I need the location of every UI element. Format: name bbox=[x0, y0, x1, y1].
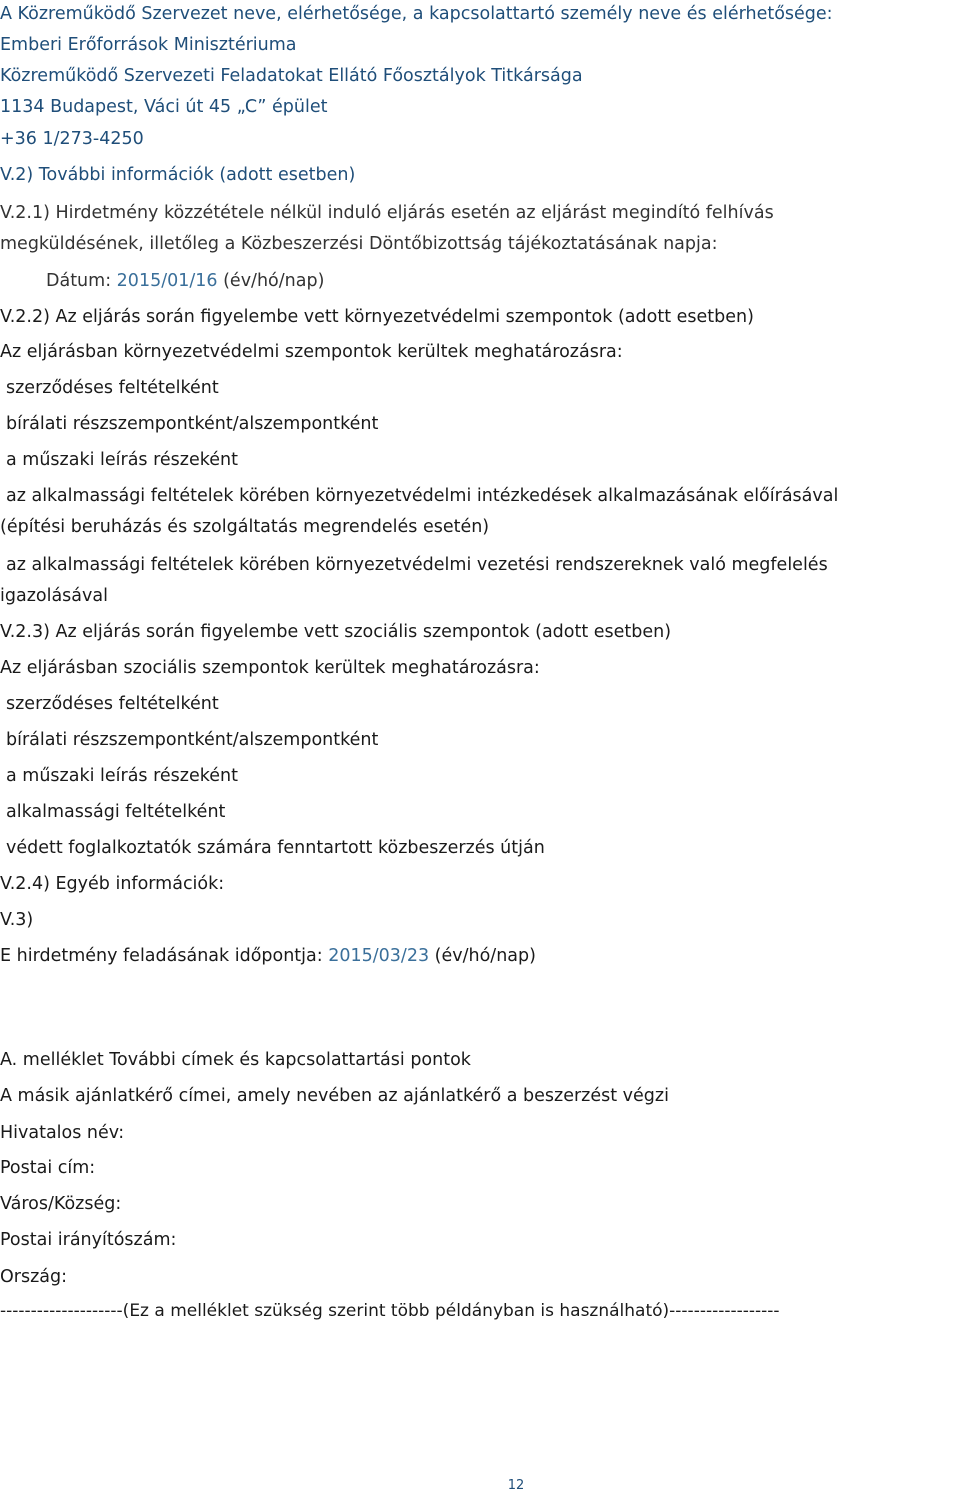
v22-item: bírálati részszempontként/alszempontként bbox=[6, 414, 379, 434]
v22-item: a műszaki leírás részeként bbox=[6, 450, 238, 470]
date-value: 2015/01/16 bbox=[116, 271, 218, 291]
v21-text-line2: megküldésének, illetőleg a Közbeszerzési Döntőbizottság tájékoztatásának napja: bbox=[0, 234, 718, 254]
contact-address: 1134 Budapest, Váci út 45 „C” épület bbox=[0, 97, 328, 117]
section-v2-heading: V.2) További információk (adott esetben) bbox=[0, 165, 356, 185]
v23-item: bírálati részszempontként/alszempontként bbox=[6, 730, 379, 750]
annex-separator: --------------------(Ez a melléklet szükség szerint több példányban is használható)------------------ bbox=[0, 1301, 780, 1321]
sent-date-format: (év/hó/nap) bbox=[429, 946, 536, 966]
v22-heading: V.2.2) Az eljárás során figyelembe vett környezetvédelmi szempontok (adott esetben) bbox=[0, 307, 754, 327]
date-label: Dátum: bbox=[46, 271, 117, 291]
v3-sent-row bbox=[0, 944, 536, 968]
date-format: (év/hó/nap) bbox=[217, 271, 325, 291]
sent-label: E hirdetmény feladásának időpontja: bbox=[0, 946, 329, 966]
contact-org: Emberi Erőforrások Minisztériuma bbox=[0, 35, 297, 55]
annex-subtitle: A másik ajánlatkérő címei, amely nevében az ajánlatkérő a beszerzést végzi bbox=[0, 1086, 669, 1106]
v23-item: védett foglalkoztatók számára fenntartott közbeszerzés útján bbox=[6, 838, 545, 858]
v23-item: alkalmassági feltételként bbox=[6, 802, 226, 822]
v3-label: V.3) bbox=[0, 910, 34, 930]
annex-title: A. melléklet További címek és kapcsolattartási pontok bbox=[0, 1050, 471, 1070]
v22-item: az alkalmassági feltételek körében környezetvédelmi intézkedések alkalmazásának előírásával bbox=[6, 486, 839, 506]
annex-field-address: Postai cím: bbox=[0, 1158, 96, 1178]
contact-unit: Közreműködő Szervezeti Feladatokat Ellátó Főosztályok Titkársága bbox=[0, 66, 583, 86]
v23-heading: V.2.3) Az eljárás során figyelembe vett szociális szempontok (adott esetben) bbox=[0, 622, 672, 642]
v22-item: szerződéses feltételként bbox=[6, 378, 219, 398]
v22-intro: Az eljárásban környezetvédelmi szempontok kerültek meghatározásra: bbox=[0, 342, 623, 362]
annex-field-postcode: Postai irányítószám: bbox=[0, 1230, 177, 1250]
v23-item: a műszaki leírás részeként bbox=[6, 766, 238, 786]
page-number: 12 bbox=[507, 1478, 525, 1493]
v22-item: (építési beruházás és szolgáltatás megrendelés esetén) bbox=[0, 517, 490, 537]
v23-item: szerződéses feltételként bbox=[6, 694, 219, 714]
annex-field-city: Város/Község: bbox=[0, 1194, 122, 1214]
contact-phone: +36 1/273-4250 bbox=[0, 129, 144, 149]
v24-label: V.2.4) Egyéb információk: bbox=[0, 874, 225, 894]
v21-text-line1: V.2.1) Hirdetmény közzététele nélkül induló eljárás esetén az eljárást megindító felhívás bbox=[0, 203, 774, 223]
v22-item: igazolásával bbox=[0, 586, 108, 606]
v21-date-row bbox=[46, 269, 324, 293]
v22-item: az alkalmassági feltételek körében környezetvédelmi vezetési rendszereknek való megfelelés bbox=[6, 555, 828, 575]
annex-field-country: Ország: bbox=[0, 1267, 68, 1287]
annex-field-name: Hivatalos név: bbox=[0, 1123, 125, 1143]
sent-date-value: 2015/03/23 bbox=[328, 946, 430, 966]
v23-intro: Az eljárásban szociális szempontok kerültek meghatározásra: bbox=[0, 658, 540, 678]
contact-heading: A Közreműködő Szervezet neve, elérhetősége, a kapcsolattartó személy neve és elérhetősége: bbox=[0, 4, 833, 24]
